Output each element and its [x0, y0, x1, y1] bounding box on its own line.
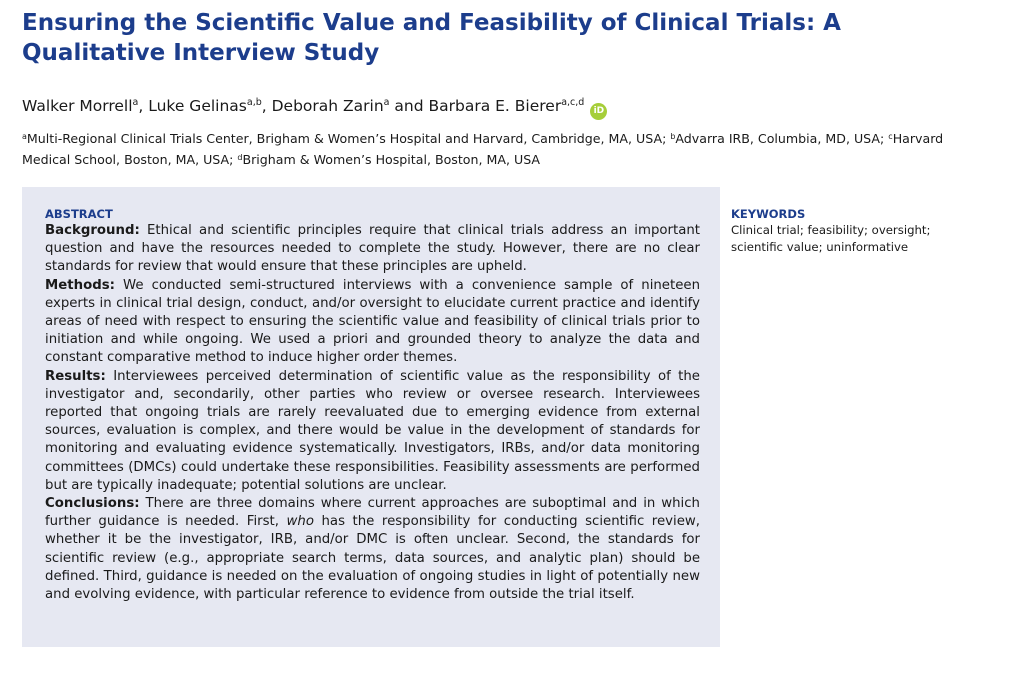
author-list — [22, 92, 607, 120]
affiliation-marker: b — [670, 132, 676, 141]
abstract-background — [45, 222, 700, 277]
affiliation-marker: a — [22, 132, 27, 141]
abstract-box — [22, 187, 720, 647]
author-affiliation-marker: a,c,d — [561, 97, 585, 108]
results-label: Results: — [45, 368, 106, 384]
conclusions-text-start: There are three domains where current approaches are suboptimal and in which further guidance is needed. First, — [45, 496, 700, 530]
author-name[interactable]: Walker Morrell — [22, 97, 133, 115]
background-text: Ethical and scientific principles require that clinical trials address an important question and have the resources needed to complete the study. However, there are no clear standards for review that would ensure that these principles are upheld. — [45, 223, 700, 275]
affiliation-text: Advarra IRB, Columbia, MD, USA; — [675, 131, 889, 146]
author-affiliation-marker: a,b — [246, 97, 262, 108]
author-separator: and — [389, 97, 429, 115]
abstract-results — [45, 368, 700, 495]
keywords-heading: KEYWORDS — [731, 207, 806, 221]
author-separator: , — [138, 97, 149, 115]
affiliation-text: Brigham & Women’s Hospital, Boston, MA, USA — [242, 152, 541, 167]
abstract-conclusions — [45, 495, 700, 604]
author-affiliation-marker: a — [132, 97, 139, 108]
affiliation-marker: c — [888, 132, 893, 141]
conclusions-label: Conclusions: — [45, 496, 140, 512]
author-separator: , — [261, 97, 272, 115]
results-text: Interviewees perceived determination of scientific value as the responsibility of the investigator and, secondarily, other parties who review or oversee research. Interviewees reported that ongoing trials are rarely reevaluated due to emerging evidence from external sources, evaluation is complex, and there would be value in the development of standards for monitoring and evaluating evidence systematically. Investigators, IRBs, and/or data monitoring committees (DMCs) could undertake these responsibilities. Feasibility assessments are performed but are typically inadequate; potential solutions are unclear. — [45, 368, 700, 493]
conclusions-text-end: has the responsibility for conducting scientific review, whether it be the investigator, IRB, and/or DMC is often unclear. Second, the standards for scientific review (e.g., appropriate search terms, data sources, and analytic plan) should be defined. Third, guidance is needed on the evaluation of ongoing studies in light of potentially new and evolving evidence, with particular reference to evidence from outside the trial itself. — [45, 514, 700, 603]
keywords-section — [731, 207, 961, 256]
abstract-heading: ABSTRACT — [45, 207, 113, 221]
orcid-icon[interactable]: iD — [590, 103, 607, 120]
conclusions-emphasis: who — [286, 514, 314, 530]
keywords-list: Clinical trial; feasibility; oversight; scientific value; uninformative — [731, 223, 931, 254]
article-title: Ensuring the Scientific Value and Feasibility of Clinical Trials: A Qualitative Interview Study — [22, 10, 841, 66]
methods-text: We conducted semi-structured interviews with a convenience sample of nineteen experts in clinical trial design, conduct, and/or oversight to elucidate current practice and identify areas of need with respect to ensuring the scientific value and feasibility of clinical trials prior to initiation and while ongoing. We used a priori and grounded theory to analyze the data and constant comparative method to induce higher order themes. — [45, 277, 700, 366]
affiliation-text: Harvard Medical School, Boston, MA, USA; — [22, 131, 944, 167]
affiliations — [22, 127, 952, 169]
background-label: Background: — [45, 223, 140, 238]
author-name[interactable]: Barbara E. Bierer — [428, 97, 562, 115]
author-affiliation-marker: a — [383, 97, 390, 108]
affiliation-marker: d — [237, 153, 243, 162]
methods-label: Methods: — [45, 277, 115, 293]
affiliation-text: Multi-Regional Clinical Trials Center, Brigham & Women’s Hospital and Harvard, Cambridge, MA, USA; — [26, 131, 671, 146]
abstract-methods — [45, 277, 700, 368]
author-name[interactable]: Deborah Zarin — [271, 97, 384, 115]
author-name[interactable]: Luke Gelinas — [148, 97, 247, 115]
